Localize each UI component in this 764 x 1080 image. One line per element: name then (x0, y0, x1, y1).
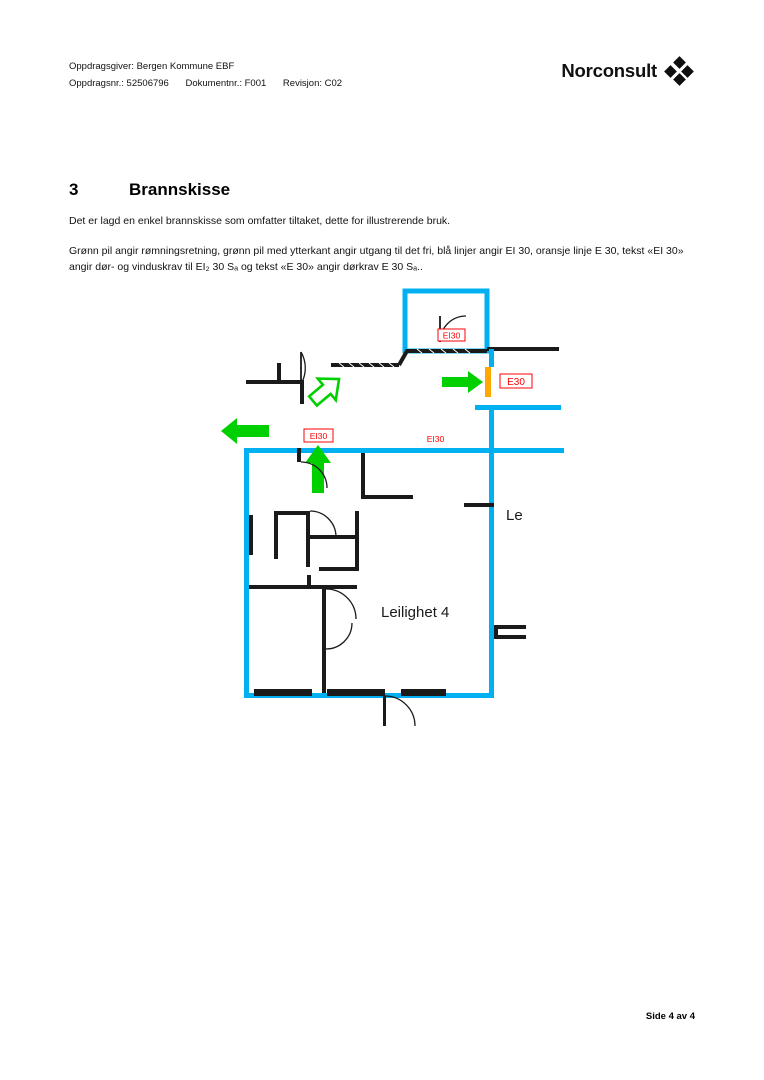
document-number: Dokumentnr.: F001 (185, 78, 267, 89)
interior-walls (249, 448, 526, 726)
arrow-exit-to-outside (304, 368, 348, 411)
diamond-logo-icon (666, 58, 692, 84)
label-leilighet-4: Leilighet 4 (381, 604, 450, 621)
ei30-right-text: EI30 (426, 434, 445, 444)
arrow-escape-right (442, 371, 483, 393)
section-heading (69, 180, 230, 200)
label-leilighet-partial: Le (506, 507, 523, 524)
paragraph-legend: Grønn pil angir rømningsretning, grønn pil med ytterkant angir utgang til det fri, blå linjer angir EI 30, oransje linje E 30, tekst «EI 30» angir dør- og vinduskrav til EI₂ 30 Sₐ og tekst «E 30» angir dørkrav E 30 Sₐ.. (69, 245, 684, 273)
paragraph-intro: Det er lagd en enkel brannskisse som omfatter tiltaket, dette for illustrerende bruk. (69, 215, 451, 227)
arrow-escape-left (221, 418, 269, 444)
revision: Revisjon: C02 (282, 78, 343, 89)
label-ei30-left (304, 429, 333, 442)
label-ei30-right (421, 432, 450, 445)
label-e30 (500, 374, 532, 388)
logo-wordmark: Norconsult (561, 60, 657, 81)
client-line: Oppdragsgiver: Bergen Kommune EBF (69, 61, 235, 72)
section-title: Brannskisse (129, 180, 231, 199)
floor-plan-svg (69, 285, 695, 755)
page-footer: Side 4 av 4 (645, 1011, 695, 1022)
project-number: Oppdragsnr.: 52506796 (69, 78, 169, 89)
ei30-left-text: EI30 (309, 431, 328, 441)
document-header-meta (69, 58, 356, 92)
label-ei30-top (438, 329, 465, 341)
project-meta-line (69, 75, 356, 92)
section-number: 3 (69, 180, 79, 199)
upper-room-blue-outline (405, 291, 487, 351)
norconsult-logo (561, 58, 692, 84)
fire-safety-floor-plan (69, 285, 695, 755)
ei30-top-text: EI30 (442, 330, 461, 341)
e30-text: E30 (507, 377, 525, 388)
